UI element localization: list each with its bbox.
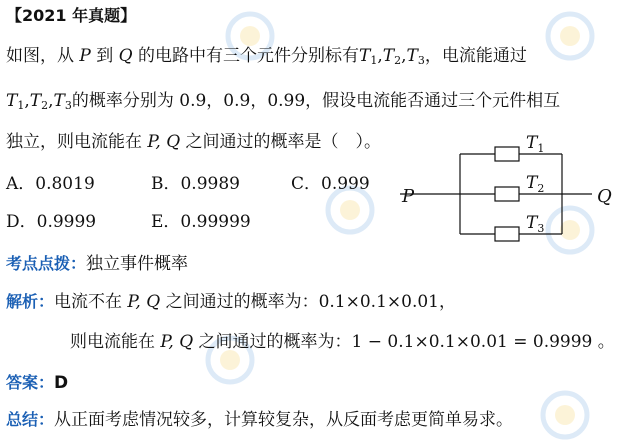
option-b[interactable]: B．0.9989: [151, 174, 240, 194]
option-c[interactable]: C．0.999: [291, 174, 370, 194]
question-line-3: 独立，则电流能在 P, Q 之间通过的概率是（ ）。: [6, 132, 382, 152]
analysis-line-2: 则电流能在 P, Q 之间通过的概率为：1 − 0.1×0.1×0.01 = 0.9999 。: [70, 332, 615, 352]
answer-value: D: [54, 373, 69, 393]
summary-label: 总结：: [6, 410, 55, 429]
circuit-diagram: [400, 128, 620, 250]
component-t3: [495, 227, 519, 241]
analysis-label: 解析：: [6, 292, 55, 311]
watermark-logo-icon: [540, 6, 620, 66]
component-t2: [495, 187, 519, 201]
summary-line: 总结：从正面考虑情况较多，计算较复杂，从反面考虑更简单易求。: [6, 410, 514, 430]
analysis-line-1: 解析：电流不在 P, Q 之间通过的概率为：0.1×0.1×0.01，: [6, 292, 456, 312]
question-year-title: 【2021 年真题】: [6, 6, 137, 25]
answer-line: [6, 371, 68, 395]
question-line-2: $T_1,T_2,T_3$的概率分别为 0.9，0.9，0.99，假设电流能否通过三个元件相互: [6, 91, 561, 112]
component-t1: [495, 147, 519, 161]
option-a[interactable]: A．0.8019: [6, 174, 95, 194]
question-line-1: 如图，从 P 到 Q 的电路中有三个元件分别标有$T_1,T_2,T_3$，电流能通过: [6, 46, 527, 67]
option-d[interactable]: D．0.9999: [6, 212, 97, 232]
option-e[interactable]: E．0.99999: [151, 212, 251, 232]
watermark-logo-icon: [535, 385, 615, 445]
t3-label: $T_3$: [526, 213, 545, 235]
node-q-label: Q: [597, 186, 612, 207]
node-p-label: P: [402, 186, 415, 207]
answer-label: 答案：: [6, 373, 55, 392]
t2-label: $T_2$: [526, 173, 545, 195]
t1-label: $T_1$: [526, 133, 545, 155]
knowledge-point: 考点点拨：独立事件概率: [6, 254, 189, 274]
knowledge-label: 考点点拨：: [6, 254, 87, 273]
